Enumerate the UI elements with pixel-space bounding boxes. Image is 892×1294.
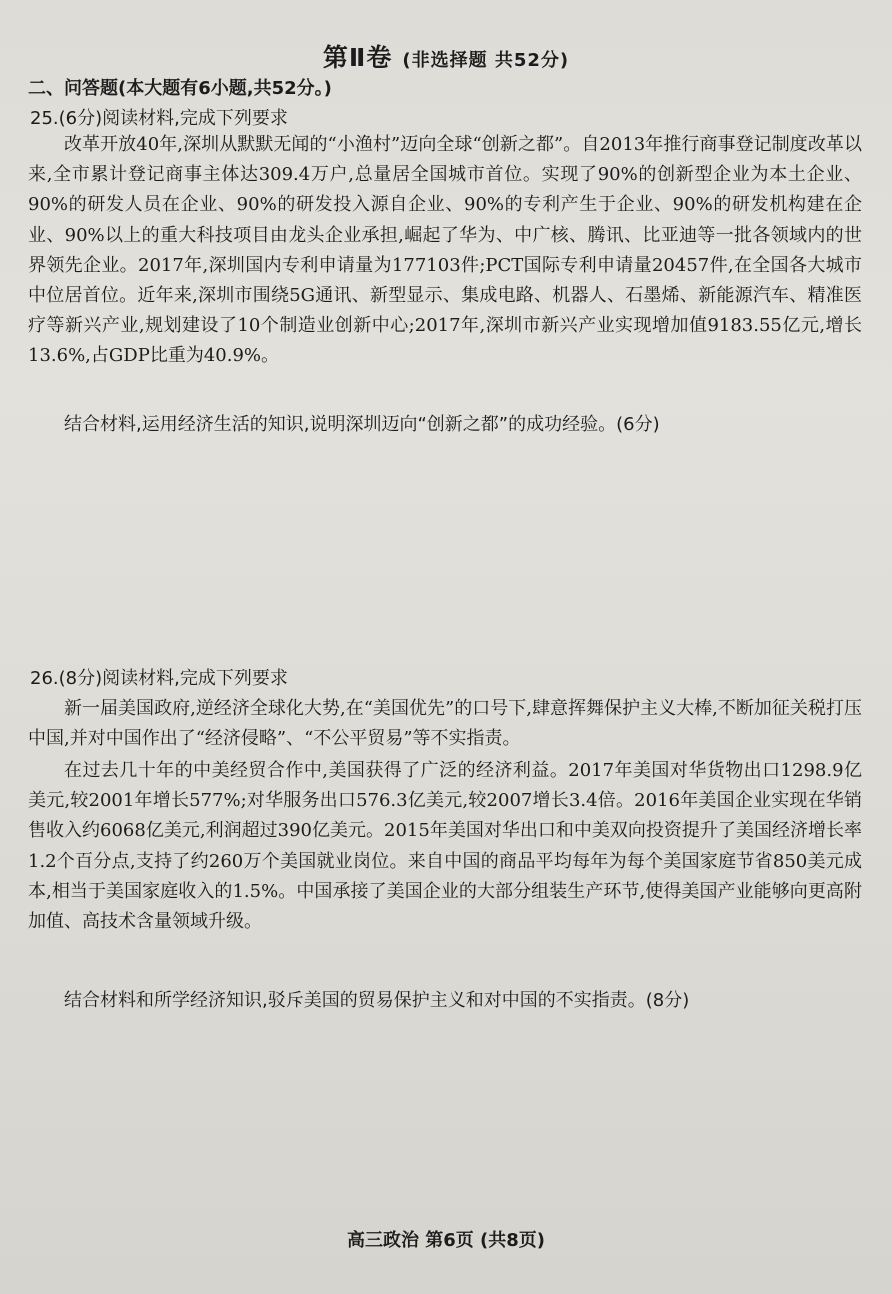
section-title-main: 第Ⅱ卷 [322,43,393,72]
question-25-requirement: 结合材料,运用经济生活的知识,说明深圳迈向“创新之都”的成功经验。(6分) [64,414,660,435]
question-25-heading: 25.(6分)阅读材料,完成下列要求 [30,108,288,129]
page-footer: 高三政治 第6页 (共8页) [346,1230,546,1251]
section-subtitle: (非选择题 共52分) [402,50,570,71]
question-26-heading: 26.(8分)阅读材料,完成下列要求 [30,668,288,689]
section-title [0,38,892,74]
question-26-material-2: 在过去几十年的中美经贸合作中,美国获得了广泛的经济利益。2017年美国对华货物出口1298.9亿美元,较2001年增长577%;对华服务出口576.3亿美元,较2007增长3.4倍。2016年美国企业实现在华销售收入约6068亿美元,利润超过390亿美元。2015年美国对华出口和中美双向投资提升了美国经济增长率1.2个百分点,支持了约260万个美国就业岗位。来自中国的商品平均每年为每个美国家庭节省850美元成本,相当于美国家庭收入的1.5%。中国承接了美国企业的大部分组装生产环节,使得美国产业能够向更高附加值、高技术含量领域升级。 [28,760,862,933]
question-26-requirement: 结合材料和所学经济知识,驳斥美国的贸易保护主义和对中国的不实指责。(8分) [64,990,690,1011]
question-26-material-1: 新一届美国政府,逆经济全球化大势,在“美国优先”的口号下,肆意挥舞保护主义大棒,不断加征关税打压中国,并对中国作出了“经济侵略”、“不公平贸易”等不实指责。 [28,698,862,750]
question-25-material: 改革开放40年,深圳从默默无闻的“小渔村”迈向全球“创新之都”。自2013年推行商事登记制度改革以来,全市累计登记商事主体达309.4万户,总量居全国城市首位。实现了90%的创新型企业为本土企业、90%的研发人员在企业、90%的研发投入源自企业、90%的专利产生于企业、90%的研发机构建在企业、90%以上的重大科技项目由龙头企业承担,崛起了华为、中广核、腾讯、比亚迪等一批各领域内的世界领先企业。2017年,深圳国内专利申请量为177103件;PCT国际专利申请量20457件,在全国各大城市中位居首位。近年来,深圳市围绕5G通讯、新型显示、集成电路、机器人、石墨烯、新能源汽车、精准医疗等新兴产业,规划建设了10个制造业创新中心;2017年,深圳市新兴产业实现增加值9183.55亿元,增长13.6%,占GDP比重为40.9%。 [28,134,862,367]
part-heading: 二、问答题(本大题有6小题,共52分。) [28,78,332,99]
